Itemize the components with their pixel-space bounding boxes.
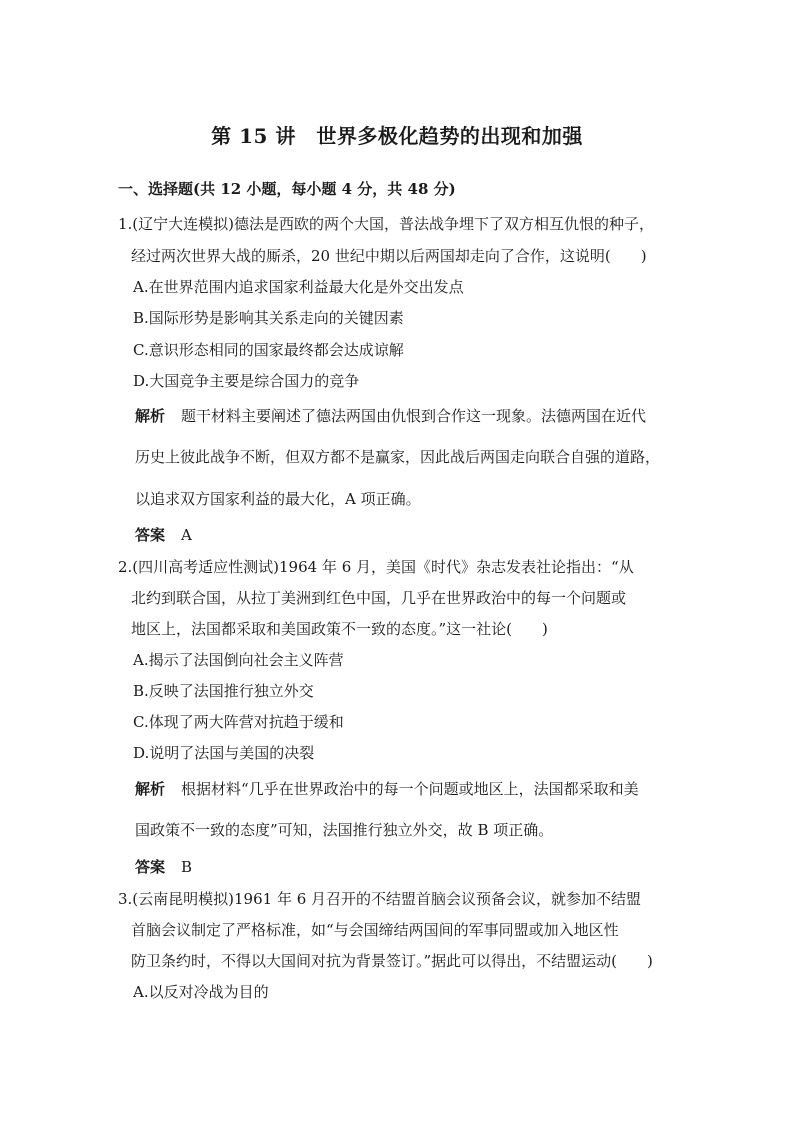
- q2-option-a: A.揭示了法国倒向社会主义阵营: [133, 651, 344, 669]
- section-heading: 一、选择题(共 12 小题，每小题 4 分，共 48 分): [118, 180, 456, 198]
- q1-analysis-line2: 历史上彼此战争不断，但双方都不是赢家，因此战后两国走向联合自强的道路，: [135, 448, 661, 466]
- q2-stem-line1: 2.(四川高考适应性测试)1964 年 6 月，美国《时代》杂志发表社论指出：“从: [118, 558, 634, 576]
- page-title: 第 15 讲 世界多极化趋势的出现和加强: [211, 124, 583, 148]
- q2-answer: [135, 857, 192, 877]
- q2-stem-line3: 地区上，法国都采取和美国政策不一致的态度。”这一社论( ): [131, 620, 548, 638]
- q2-stem-line2: 北约到联合国，从拉丁美洲到红色中国，几乎在世界政治中的每一个问题或: [131, 589, 627, 607]
- q1-analysis-line3: 以追求双方国家利益的最大化，A 项正确。: [135, 490, 421, 508]
- q2-option-d: D.说明了法国与美国的决裂: [133, 744, 315, 762]
- analysis-text: 根据材料“几乎在世界政治中的每一个问题或地区上，法国都采取和美: [181, 780, 639, 798]
- q1-option-b: B.国际形势是影响其关系走向的关键因素: [133, 309, 404, 327]
- q3-stem-line2: 首脑会议制定了严格标准，如“与会国缔结两国间的军事同盟或加入地区性: [131, 921, 619, 939]
- q2-option-c: C.体现了两大阵营对抗趋于缓和: [133, 713, 344, 731]
- q1-option-d: D.大国竞争主要是综合国力的竞争: [133, 372, 360, 390]
- q1-stem-line1: 1.(辽宁大连模拟)德法是西欧的两个大国，普法战争埋下了双方相互仇恨的种子，: [118, 215, 655, 233]
- q3-stem-line3: 防卫条约时，不得以大国间对抗为背景签订。”据此可以得出，不结盟运动( ): [131, 952, 653, 970]
- answer-value: B: [181, 858, 193, 876]
- q3-stem-line1: 3.(云南昆明模拟)1961 年 6 月召开的不结盟首脑会议预备会议，就参加不结盟: [118, 890, 642, 908]
- analysis-label: 解析: [135, 407, 166, 425]
- q1-option-c: C.意识形态相同的国家最终都会达成谅解: [133, 341, 404, 359]
- q2-option-b: B.反映了法国推行独立外交: [133, 682, 314, 700]
- q2-analysis-line1: [135, 779, 639, 799]
- q1-option-a: A.在世界范围内追求国家利益最大化是外交出发点: [133, 278, 464, 296]
- q3-option-a: A.以反对冷战为目的: [133, 983, 269, 1001]
- q2-analysis-line2: 国政策不一致的态度”可知，法国推行独立外交，故 B 项正确。: [135, 821, 554, 839]
- analysis-text: 题干材料主要阐述了德法两国由仇恨到合作这一现象。法德两国在近代: [181, 407, 647, 425]
- q1-analysis-line1: [135, 406, 646, 426]
- q1-stem-line2: 经过两次世界大战的厮杀，20 世纪中期以后两国却走向了合作，这说明( ): [131, 247, 647, 265]
- answer-label: 答案: [135, 858, 166, 876]
- analysis-label: 解析: [135, 780, 166, 798]
- q1-answer: [135, 525, 192, 545]
- answer-label: 答案: [135, 526, 166, 544]
- answer-value: A: [181, 526, 192, 544]
